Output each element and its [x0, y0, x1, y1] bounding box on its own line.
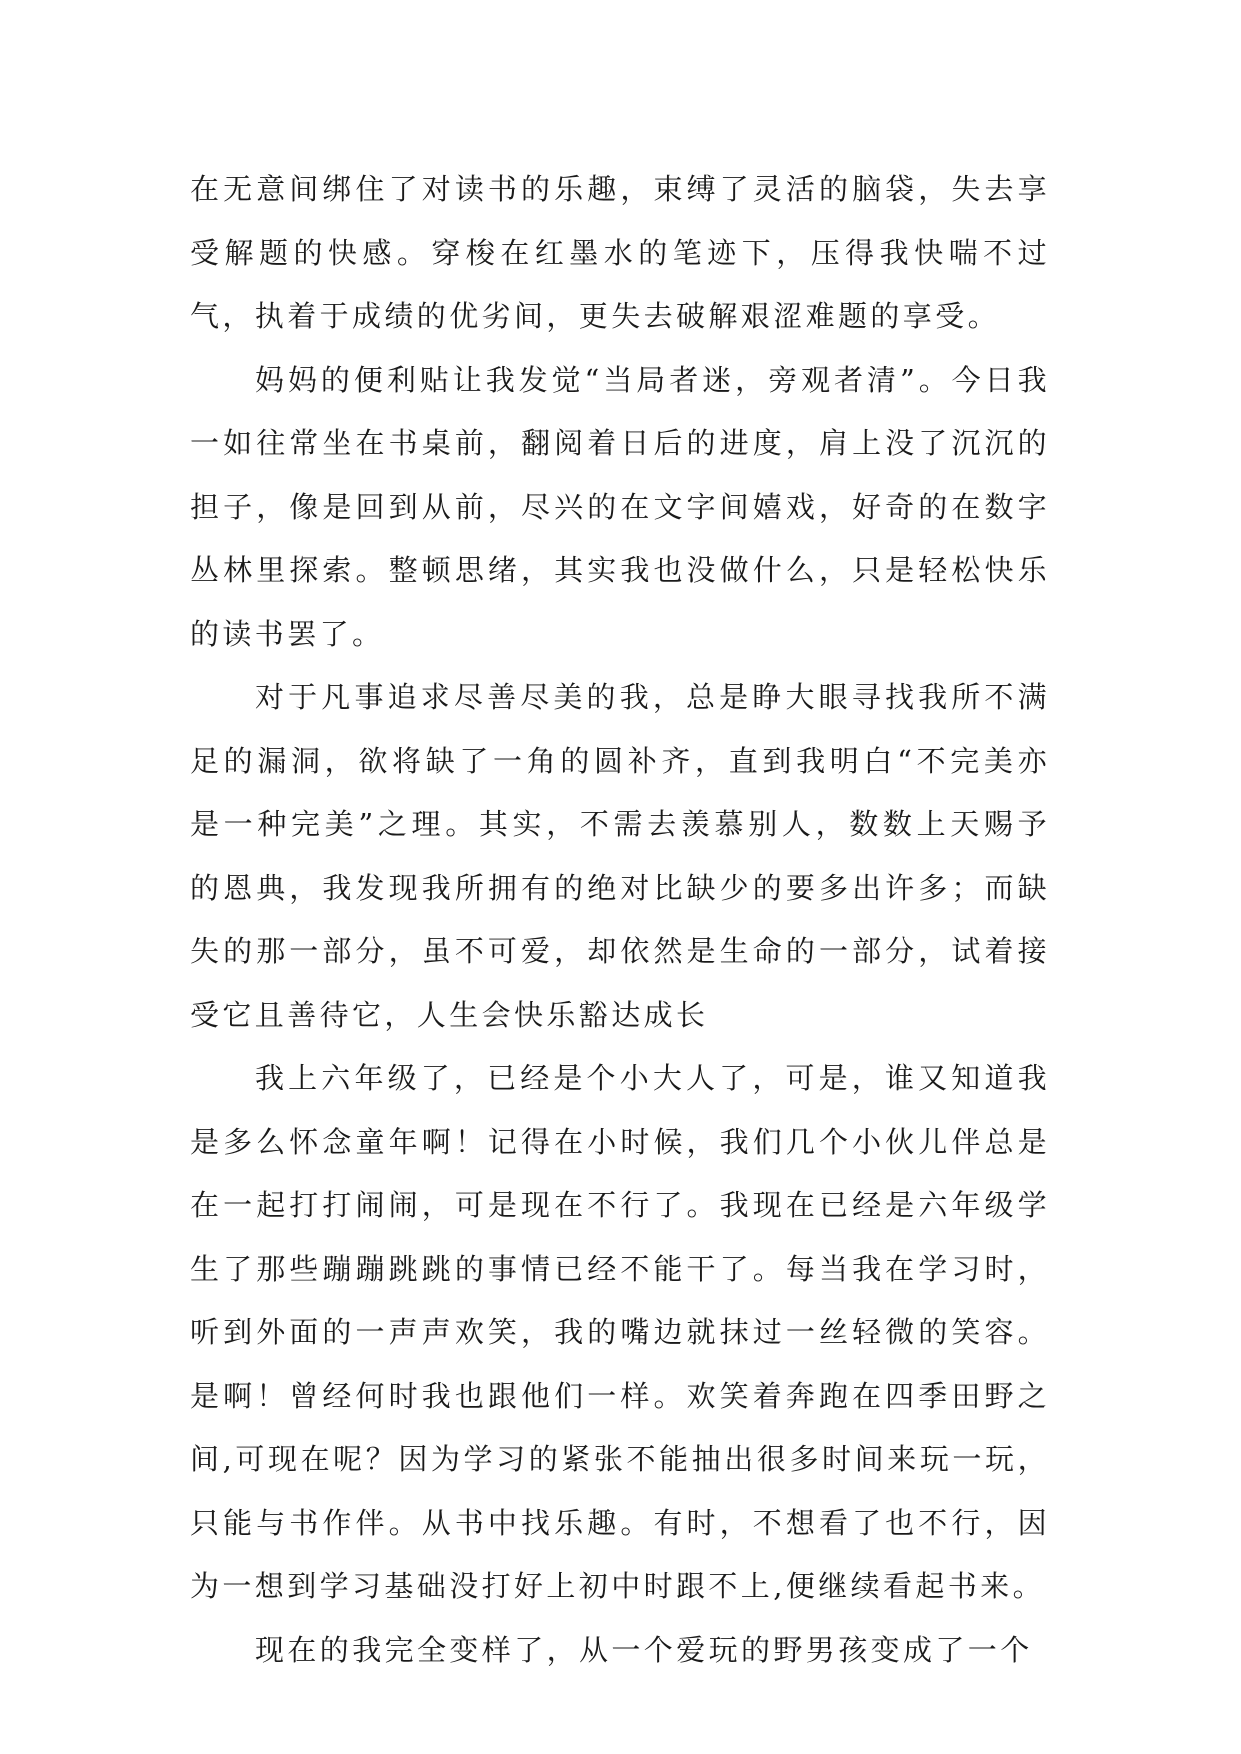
paragraph-2: 妈妈的便利贴让我发觉“当局者迷，旁观者清”。今日我一如往常坐在书桌前，翻阅着日后的进度，肩上没了沉沉的担子，像是回到从前，尽兴的在文字间嬉戏，好奇的在数字丛林里探索。整顿思绪，其实我也没做什么，只是轻松快乐的读书罢了。 — [190, 362, 1050, 651]
paragraph-5: 现在的我完全变样了，从一个爱玩的野男孩变成了一个 — [255, 1632, 1033, 1667]
paragraph-3: 对于凡事追求尽善尽美的我，总是睁大眼寻找我所不满足的漏洞，欲将缺了一角的圆补齐，直到我明白“不完美亦是一种完美”之理。其实，不需去羡慕别人，数数上天赐予的恩典，我发现我所拥有的绝对比缺少的要多出许多；而缺失的那一部分，虽不可爱，却依然是生命的一部分，试着接受它且善待它，人生会快乐豁达成长 — [190, 680, 1050, 1032]
paragraph-4: 我上六年级了，已经是个小大人了，可是，谁又知道我是多么怀念童年啊！记得在小时候，我们几个小伙儿伴总是在一起打打闹闹，可是现在不行了。我现在已经是六年级学生了那些蹦蹦跳跳的事情已经不能干了。每当我在学习时，听到外面的一声声欢笑，我的嘴边就抹过一丝轻微的笑容。是啊！曾经何时我也跟他们一样。欢笑着奔跑在四季田野之间,可现在呢？因为学习的紧张不能抽出很多时间来玩一玩，只能与书作伴。从书中找乐趣。有时，不想看了也不行，因为一想到学习基础没打好上初中时跟不上,便继续看起书来。 — [190, 1061, 1050, 1603]
body-text — [190, 158, 1050, 1682]
paragraph-1: 在无意间绑住了对读书的乐趣，束缚了灵活的脑袋，失去享受解题的快感。穿梭在红墨水的笔迹下，压得我快喘不过气，执着于成绩的优劣间，更失去破解艰涩难题的享受。 — [190, 172, 1050, 333]
